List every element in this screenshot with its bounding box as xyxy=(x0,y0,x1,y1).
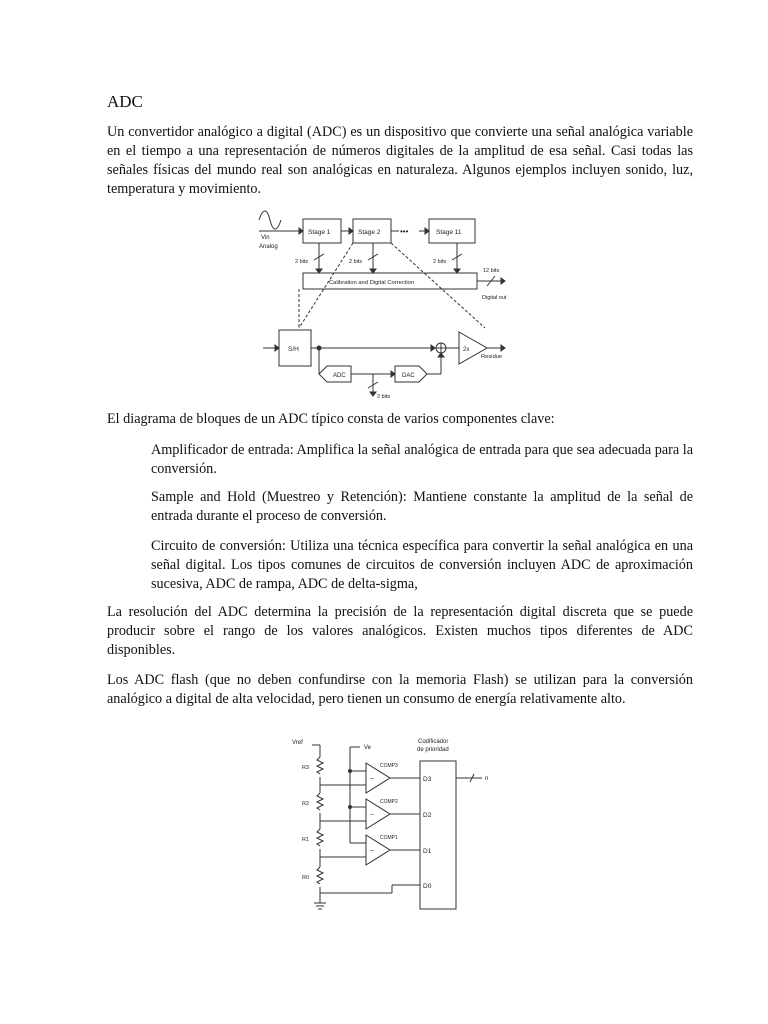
adc-bits-label: 2 bits xyxy=(377,394,391,400)
d1-label: D1 xyxy=(423,848,432,855)
svg-text:−: − xyxy=(370,812,375,819)
resistor-r1-icon xyxy=(317,829,323,846)
page-title: ADC xyxy=(107,92,143,111)
stage2-label: Stage 2 xyxy=(358,229,381,236)
analog-label: Analog xyxy=(259,244,278,250)
encoder-title-line2: de prioridad xyxy=(417,747,449,753)
vin-label: Vin xyxy=(261,235,270,241)
resistor-r0-icon xyxy=(317,867,323,884)
gain-label: 2x xyxy=(463,347,470,353)
stage2-bits-label: 2 bits xyxy=(349,259,363,265)
sine-wave-icon xyxy=(259,211,281,229)
stage1-bits-label: 2 bits xyxy=(295,259,309,265)
r0-label: R0 xyxy=(302,875,310,881)
d0-label: D0 xyxy=(423,883,432,890)
residue-label: Residue xyxy=(481,354,503,360)
svg-text:−: − xyxy=(370,776,375,783)
pipeline-adc-diagram xyxy=(255,206,520,406)
comp1-label: COMP1 xyxy=(380,835,398,841)
r3-label: R3 xyxy=(302,765,310,771)
resistor-r2-icon xyxy=(317,793,323,810)
r2-label: R2 xyxy=(302,801,310,807)
stage11-label: Stage 11 xyxy=(436,229,462,236)
n-output-label: n xyxy=(485,776,489,782)
sh-label: S/H xyxy=(288,346,299,353)
output-bits-label: 12 bits xyxy=(483,268,500,274)
digital-out-label: Digital out xyxy=(482,295,507,301)
list-item-conversion: Circuito de conversión: Utiliza una técnica específica para convertir la señal analógica en una señal digital. Los tipos comunes de circuitos de conversión incluyen ADC de aproximación sucesiva, ADC de rampa, ADC de delta-sigma, xyxy=(151,538,693,592)
r1-label: R1 xyxy=(302,837,310,843)
stage-ellipsis: ••• xyxy=(400,227,409,236)
list-item-amplifier: Amplificador de entrada: Amplifica la señal analógica de entrada para que sea adecuada para la conversión. xyxy=(151,442,693,477)
d3-label: D3 xyxy=(423,776,432,783)
ve-label: Ve xyxy=(364,745,372,751)
vref-label: Vref xyxy=(292,740,303,746)
encoder-title-line1: Codificador xyxy=(418,739,449,745)
resistor-r3-icon xyxy=(317,757,323,774)
calibration-label: Calibration and Digital Correction xyxy=(329,280,415,286)
dac-label: DAC xyxy=(402,373,415,379)
flash-adc-schematic xyxy=(292,733,502,915)
d2-label: D2 xyxy=(423,812,432,819)
block-intro-paragraph: El diagrama de bloques de un ADC típico consta de varios componentes clave: xyxy=(107,411,555,427)
stage1-label: Stage 1 xyxy=(308,229,331,236)
list-item-sample-hold: Sample and Hold (Muestreo y Retención): Mantiene constante la amplitud de la señal de entrada durante el proceso de conversión. xyxy=(151,489,693,524)
resolution-paragraph: La resolución del ADC determina la precisión de la representación digital discreta que se puede producir sobre el rango de los valores analógicos. Existen muchos tipos diferentes de ADC disponibles. xyxy=(107,604,693,658)
stage11-bits-label: 2 bits xyxy=(433,259,447,265)
flash-paragraph: Los ADC flash (que no deben confundirse con la memoria Flash) se utilizan para la conversión analógico a digital de alta velocidad, pero tienen un consumo de energía relativamente alto. xyxy=(107,672,693,707)
svg-text:−: − xyxy=(370,848,375,855)
intro-paragraph: Un convertidor analógico a digital (ADC) es un dispositivo que convierte una señal analógica variable en el tiempo a una representación de números digitales de la amplitud de esa señal. Casi todas las señales físicas del mundo real son analógicas en naturaleza. Algunos ejemplos incluyen sonido, luz, temperatura y movimiento. xyxy=(107,124,693,197)
adc-label: ADC xyxy=(333,373,346,379)
comp2-label: COMP2 xyxy=(380,799,398,805)
comp3-label: COMP3 xyxy=(380,763,398,769)
